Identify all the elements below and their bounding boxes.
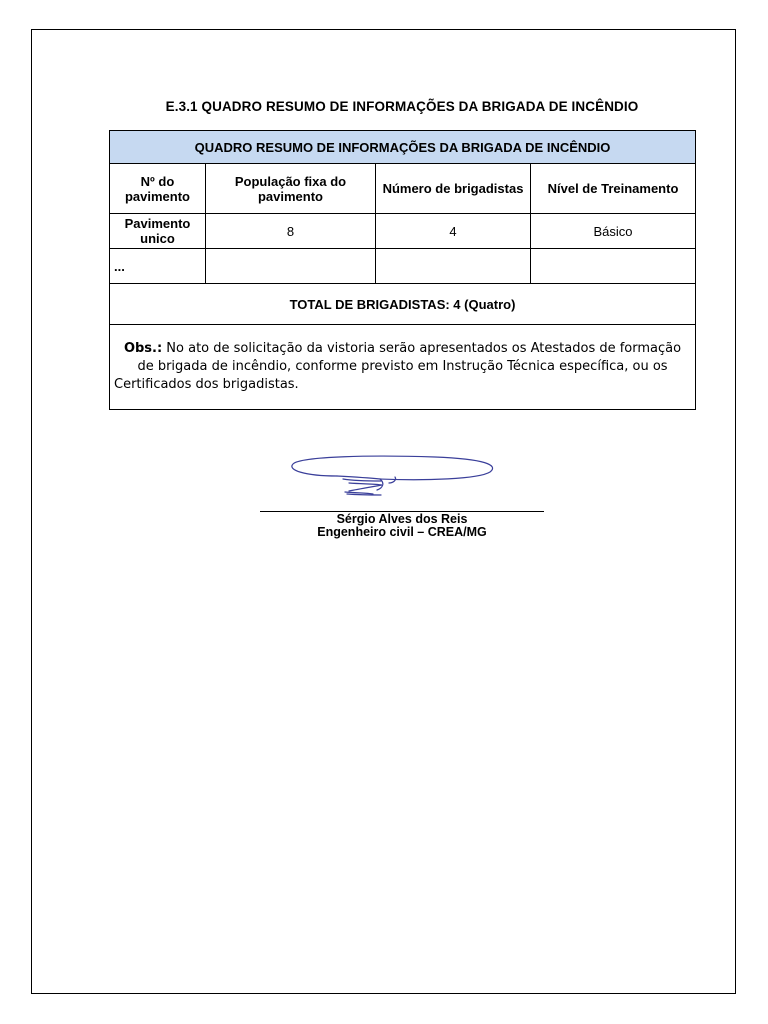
table-title: QUADRO RESUMO DE INFORMAÇÕES DA BRIGADA DE INCÊNDIO — [110, 131, 696, 164]
cell-floor: Pavimento unico — [110, 214, 206, 249]
signer-role: Engenheiro civil – CREA/MG — [317, 525, 487, 539]
obs-text: No ato de solicitação da vistoria serão apresentados os Atestados de formação de brigada de incêndio, conforme previsto em Instrução Técnica específica, ou os Certificados dos brigadistas. — [114, 341, 682, 392]
cell-population — [206, 249, 376, 284]
cell-training-level: Básico — [531, 214, 696, 249]
observation-note — [110, 325, 696, 410]
signer-name: Sérgio Alves dos Reis — [336, 512, 468, 526]
header-floor-number: Nº do pavimento — [110, 164, 206, 214]
cell-population: 8 — [206, 214, 376, 249]
brigade-summary-table — [109, 130, 696, 410]
header-fixed-population: População fixa do pavimento — [206, 164, 376, 214]
table-header-row — [110, 164, 696, 214]
header-brigade-count: Número de brigadistas — [376, 164, 531, 214]
cell-brigade-count — [376, 249, 531, 284]
cell-floor: ... — [110, 249, 206, 284]
section-title: E.3.1 QUADRO RESUMO DE INFORMAÇÕES DA BRIGADA DE INCÊNDIO — [165, 99, 639, 114]
total-brigade-members: TOTAL DE BRIGADISTAS: 4 (Quatro) — [110, 284, 696, 325]
obs-label: Obs.: — [123, 341, 163, 356]
cell-brigade-count: 4 — [376, 214, 531, 249]
handwritten-signature — [285, 450, 505, 502]
header-training-level: Nível de Treinamento — [531, 164, 696, 214]
table-row — [110, 214, 696, 249]
cell-training-level — [531, 249, 696, 284]
table-row — [110, 249, 696, 284]
